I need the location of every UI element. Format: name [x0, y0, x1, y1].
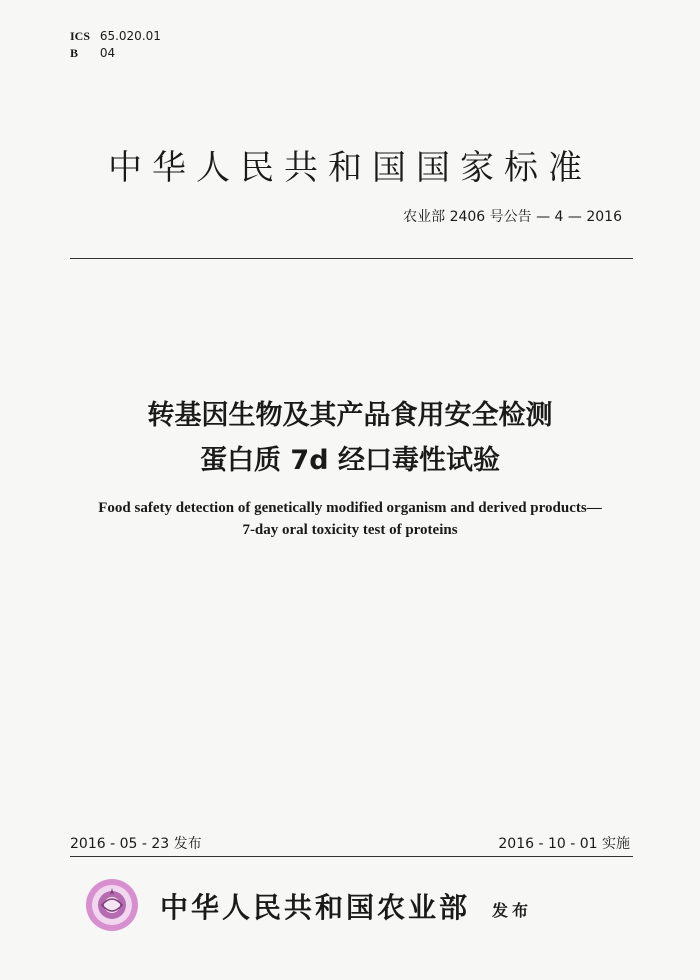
issue-date: 2016 - 05 - 23 发布 — [70, 836, 202, 852]
class-code: 04 — [99, 46, 116, 60]
ministry-emblem-icon — [85, 878, 139, 932]
english-title-line-2: 7-day oral toxicity test of proteins — [242, 522, 458, 538]
issuer-name: 中华人民共和国农业部 — [160, 891, 471, 924]
standard-title: 中华人民共和国国家标准 — [108, 148, 592, 188]
implementation-date: 2016 - 10 - 01 实施 — [498, 836, 630, 852]
ics-row — [70, 28, 161, 45]
issuer-action: 发布 — [492, 901, 533, 920]
standard-code: 农业部 2406 号公告 — 4 — 2016 — [403, 209, 622, 225]
chinese-title-line-2: 蛋白质 7d 经口毒性试验 — [200, 445, 500, 476]
class-label: B — [70, 46, 79, 60]
ics-code: 65.020.01 — [99, 29, 161, 43]
chinese-title-line-1: 转基因生物及其产品食用安全检测 — [147, 400, 553, 431]
class-row — [70, 45, 161, 62]
bottom-divider — [70, 856, 633, 857]
top-divider — [70, 258, 633, 259]
ics-label: ICS — [70, 29, 91, 43]
english-title-line-1: Food safety detection of genetically modified organism and derived products— — [98, 500, 602, 516]
classification-block — [70, 28, 161, 62]
